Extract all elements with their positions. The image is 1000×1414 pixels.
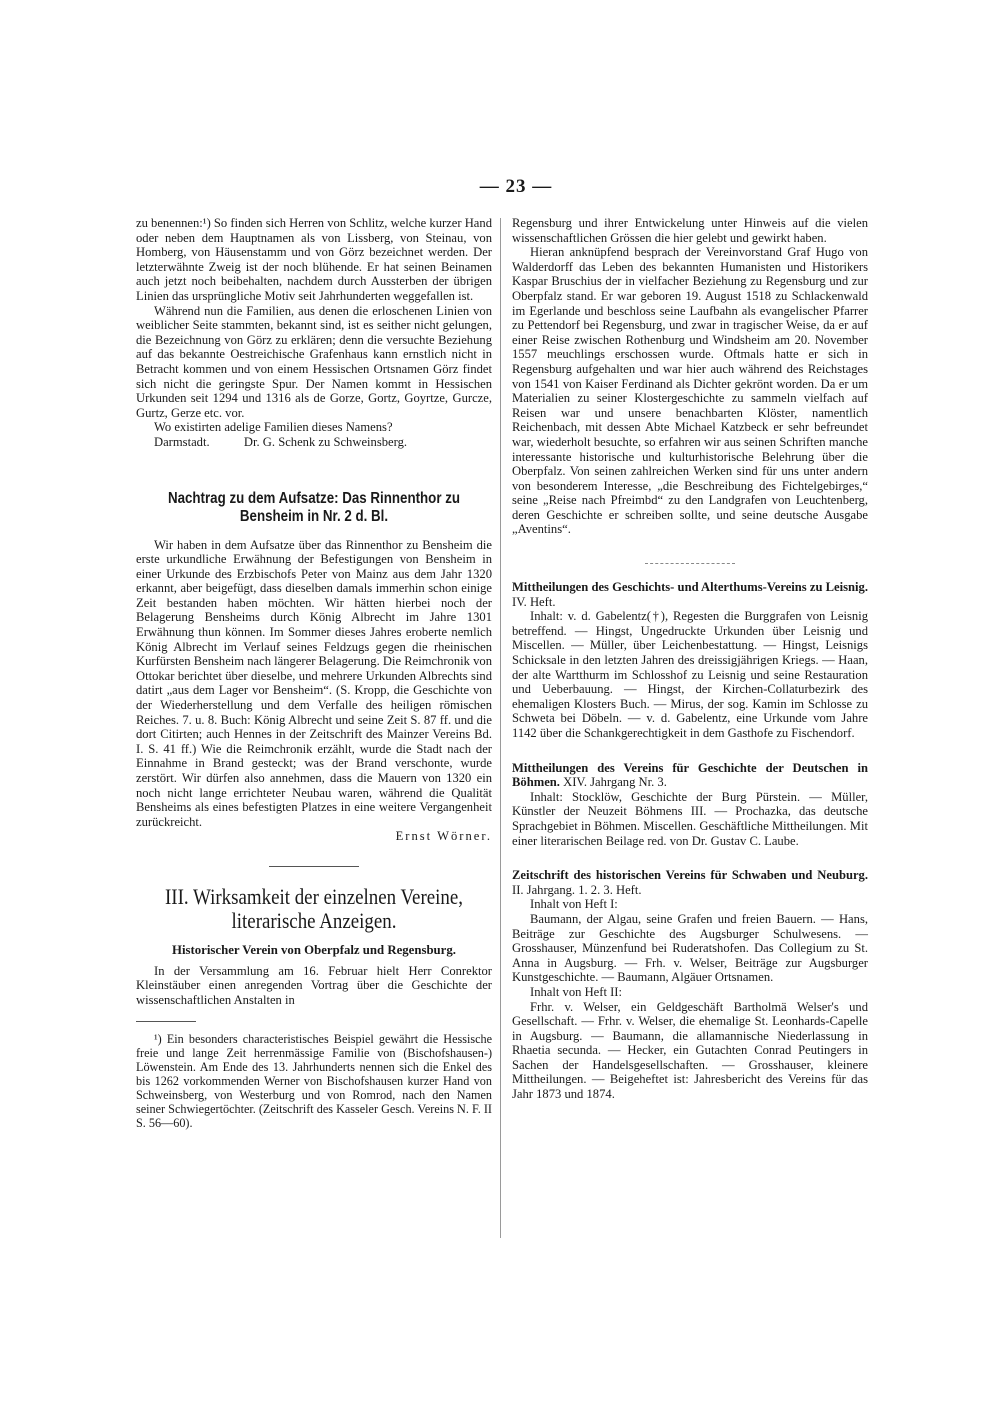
intro-paragraph: zu benennen:¹) So finden sich Herren von Schlitz, welche kurzer Hand oder neben dem Hauptnamen als von Lissberg, von Steinau, von Homberg, von Häusenstamm und von Görz bezeichnet werden. Der letzterwähnte Zweig ist der noch blühende. Er hat seinen Beinamen auch jetzt noch beibehalten, nachdem durch Aussterben der übrigen Linien das ursprüngliche Motiv seit Jahrhunderten weggefallen ist. (136, 216, 492, 303)
heft-label: Inhalt von Heft I: (530, 897, 618, 912)
nachtrag-title: Nachtrag zu dem Aufsatze: Das Rinnenthor zu Bensheim in Nr. 2 d. Bl. (167, 489, 461, 525)
continuation-paragraph: Regensburg und ihrer Entwickelung unter Hinweis auf die vielen wissenschaftlichen Grössen die hier gelebt und gewirkt haben. (512, 216, 868, 245)
column-divider (500, 218, 501, 1238)
heft-contents: Frhr. v. Welser, ein Geldgeschäft Bartholmä Welser's und Gesellschaft. — Frhr. v. Welser, die ehemalige St. Leonhards-Capelle in Augsburg. — Baumann, die allamannische Niederlassung in Rhaetia secunda. — Hecker, ein Gutachten Conrad Peutingers in Sachen der Handelsgesellschaften. — Grosshauser, kleinere Mittheilungen. — Beigeheftet ist: Jahresbericht des Vereins für das Jahr 1873 und 1874. (512, 999, 868, 1102)
left-column (136, 216, 492, 1130)
paragraph: Hieran anknüpfend besprach der Vereinvorstand Graf Hugo von Walderdorff das Leben des bekannten Humanisten und Historikers Kaspar Bruschius der in vielfacher Beziehung zu Regensburg und zur Oberpfalz stand. Er war geboren 19. August 1518 zu Schlackenwald im Egerlande und beschloss seine Laufbahn als evangelischer Pfarrer zu Pettendorf bei Regensburg, und zwar in tragischer Weise, da er auf einer Reise zwischen Rothenburg und Windsheim am 20. November 1557 meuchlings erschossen wurde. Oftmals hatte er sich in Regensburg aufgehalten und war hier auch während des Reichstages von 1541 von Kaiser Ferdinand als Dichter gekrönt worden. Da er um Materialien zu seiner Klostergeschichte zu sammeln vielfach auf Reisen war und unsere benachbarten Klöster, namentlich Reichenbach, mit dessen Abte Michael Katzbeck er sehr befreundet war, wiederholt besuchte, so erfahren wir aus seinen Schriften manche interessante historische und kulturhistorische Belehrung über die Oberpfalz. Von seinen zahlreichen Werken sind für uns unter andern von besonderem Interesse, „die Beschreibung des Fichtelgebirges,“ seine „Reise nach Pfreimbd“ zu den Landgrafen von Leuchtenberg, deren Geschichte er schreiben sollte, und seine deutsche Ausgabe „Aventins“. (512, 245, 868, 537)
review-heading (512, 868, 868, 897)
review-contents: Inhalt: v. d. Gabelentz(†), Regesten die Burggrafen von Leisnig betreffend. — Hingst, Ungedruckte Urkunden über Leisnig und Miscellen. — Müller, über Leichenbestattung. — Hingst, Leisnigs Schicksale in den letzten Jahren des dreissigjährigen Kriegs. — Haan, der alte Wartthurm im Schlosshof zu Leisnig und seine Restauration und Ueberbauung. — Hingst, der Kirchen-Collaturbezirk des ehemaligen Klosters Buch. — Mirus, der sog. Kamin im Schlosse zu Schweta bei Döbeln. — v. d. Gabelentz, eine Urkunde vom Jahre 1142 über die Schankgerechtigkeit in dem Gasthofe zu Fischendorf. (512, 609, 868, 740)
spacer (512, 848, 868, 868)
verein-heading: Historischer Verein von Oberpfalz und Regensburg. (172, 942, 456, 957)
review-heading (512, 761, 868, 790)
right-column (512, 216, 868, 1102)
section-divider (645, 563, 735, 564)
review-contents: Inhalt: Stocklöw, Geschichte der Burg Pürstein. — Müller, Künstler der Neuzeit Böhmens III. — Prochazka, das deutsche Sprachgebiet in Böhmen. Miscellen. Geschäftliche Mittheilungen. Mit einer literarischen Beilage red. von Dr. Gustav C. Laube. (512, 789, 868, 848)
question-line: Wo existirten adelige Familien dieses Namens? (154, 420, 393, 435)
review-heading (512, 580, 868, 609)
signature-line (136, 435, 492, 450)
review-block-schwaben (512, 868, 868, 1102)
spacer (512, 741, 868, 761)
nachtrag-signature-name: Ernst Wörner. (395, 829, 492, 844)
paragraph: Während nun die Familien, aus denen die erloschenen Linien von weiblicher Seite stammten, bekannt sind, ist es seither nicht gelungen, die Bezeichnung von Görz zu erklären; denn die versuchte Beziehung auf das bekannte Oestreichische Grafenhaus kann ernstlich nicht in Betracht kommen und von einem Hessischen Ortsnamen Görz findet sich nicht die geringste Spur. Der Namen kommt in Hessischen Urkunden seit 1294 und 1316 als de Gorze, Gortz, Goyrtze, Gurcze, Gurtz, Gerze etc. vor. (136, 303, 492, 420)
review-issue: XIV. Jahrgang Nr. 3. (563, 775, 667, 790)
footnote-divider (136, 1021, 196, 1022)
review-issue: II. Jahrgang. 1. 2. 3. Heft. (512, 882, 642, 897)
section-title (161, 885, 467, 933)
review-title: Mittheilungen des Vereins für Geschichte der Deutschen in Böhmen. (512, 760, 868, 790)
section-title-line-1: III. Wirksamkeit der einzelnen Vereine, (165, 883, 463, 909)
section-title-line-2: literarische Anzeigen. (231, 907, 397, 933)
review-title: Mittheilungen des Geschichts- und Alterthums-Vereins zu Leisnig. (512, 580, 868, 595)
footnote: ¹) Ein besonders characteristisches Beispiel gewährt die Hessische freie und lange Zeit herrenmässige Familie von (Bischofshausen-) Löwenstein. Am Ende des 13. Jahrhunderts nennen sich die Enkel des bis 1262 vorkommenden Werner von Bischofshausen kurzer Hand von Schweinsberg, von Westerburg und von Romrod, nach den Namen seiner Schwiegertöchter. (Zeitschrift des Kasseler Gesch. Vereins N. F. II S. 56—60). (136, 1032, 492, 1131)
section-divider (269, 866, 359, 867)
signature-place: Darmstadt. (154, 434, 210, 449)
heft-contents: Baumann, der Algau, seine Grafen und freien Bauern. — Hans, Beiträge zur Geschichte des Augsburger Schulwesens. — Grosshauser, Münzenfund bei Ruderatshofen. Das Collegium zu St. Anna in Augsburg. — Frh. v. Welser, Beiträge zur Augsburger Kunstgeschichte. — Baumann, Algäuer Ortsnamen. (512, 911, 868, 985)
review-block-leisnig (512, 580, 868, 741)
review-issue: IV. Heft. (512, 594, 556, 609)
review-block-boehmen (512, 761, 868, 849)
review-title: Zeitschrift des historischen Vereins für Schwaben und Neuburg. (512, 868, 868, 883)
nachtrag-signature (136, 829, 492, 844)
page-number: — 23 — (479, 176, 553, 197)
nachtrag-text: Wir haben in dem Aufsatze über das Rinnenthor zu Bensheim die erste urkundliche Erwähnung der Befestigungen von Bensheim in einer Urkunde des Erzbischofs Peter von Mainz aus dem Jahr 1320 erkannt, aber beigefügt, dass dieselben damals immerhin schon einige Zeit bestanden haben möchten. Wir hätten hierbei noch der Belagerung Bensheims durch König Albrecht im Jahre 1301 Erwähnung thun können. Im Sommer dieses Jahres eroberte nemlich König Albrecht im Verlauf seines Feldzugs gegen die rheinischen Kurfürsten Bensheim nach längerer Belagerung. Die Reimchronik von Ottokar berichtet über dieselbe, und mehrere Urkunden Albrechts sind datirt „aus dem Lager vor Bensheim“. (S. Kropp, die Geschichte von der Wiederherstellung und dem Verfalle des heiligen römischen Reiches. 7. u. 8. Buch: König Albrecht und seine Zeit S. 87 ff. und die dort Citirten; auch Hennes in der Zeitschrift des Mainzer Vereins Bd. I. S. 41 ff.) Wie die Reimchronik erzählt, wurde die Stadt nach der Einnahme in Brand gesteckt; was der Brand verschonte, wurde zerstört. Wir dürfen also annehmen, dass die Mauern von 1320 ein noch nicht lange errichteter Neubau waren, während die Qualität Bensheims als eines befestigten Platzes in eine weitere Vergangenheit zurückreicht. (136, 537, 493, 829)
signature-name: Dr. G. Schenk zu Schweinsberg. (243, 434, 408, 449)
verein-text: In der Versammlung am 16. Februar hielt Herr Conrektor Kleinstäuber einen anregenden Vortrag über die Geschichte der wissenschaftlichen Anstalten in (136, 963, 492, 1007)
heft-label: Inhalt von Heft II: (530, 984, 622, 999)
